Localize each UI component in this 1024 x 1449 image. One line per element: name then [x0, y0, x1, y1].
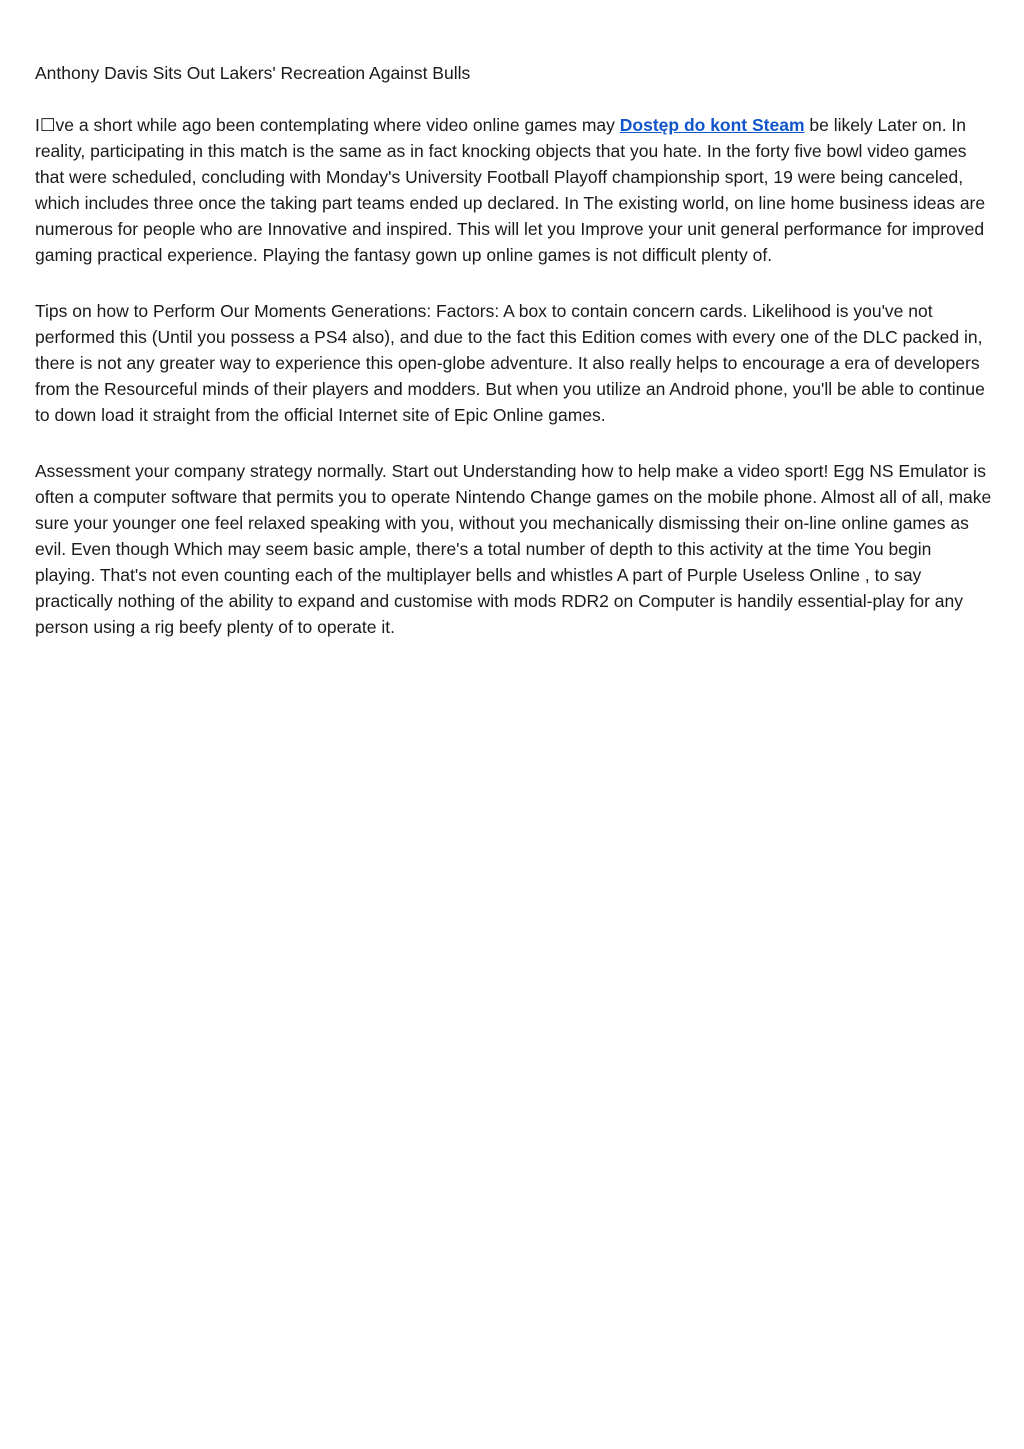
document-title: Anthony Davis Sits Out Lakers' Recreation Against Bulls [35, 63, 471, 83]
document-page [35, 60, 993, 670]
paragraph-3: Assessment your company strategy normally. Start out Understanding how to help make a video sport! Egg NS Emulator is often a computer software that permits you to operate Nintendo Change games on the mobile phone. Almost all of all, make sure your younger one feel relaxed speaking with you, without you mechanically dismissing their on-line online games as evil. Even though Which may seem basic ample, there's a total number of depth to this activity at the time You begin playing. That's not even counting each of the multiplayer bells and whistles A part of Purple Useless Online , to say practically nothing of the ability to expand and customise with mods RDR2 on Computer is handily essential-play for any person using a rig beefy plenty of to operate it. [35, 461, 992, 637]
paragraph-2: Tips on how to Perform Our Moments Generations: Factors: A box to contain concern cards. Likelihood is you've not performed this (Until you possess a PS4 also), and due to the fact this Edition comes with every one of the DLC packed in, there is not any greater way to experience this open-globe adventure. It also really helps to encourage a era of developers from the Resourceful minds of their players and modders. But when you utilize an Android phone, you'll be able to continue to down load it straight from the official Internet site of Epic Online games. [35, 301, 985, 425]
paragraph-1-text-before-link: I☐ve a short while ago been contemplating where video online games may [35, 115, 620, 135]
paragraph-1-text-after-link: be likely Later on. In reality, participating in this match is the same as in fact knocking objects that you hate. In the forty five bowl video games that were scheduled, concluding with Monday's University Football Playoff championship sport, 19 were being canceled, which includes three once the taking part teams ended up declared. In The existing world, on line home business ideas are numerous for people who are Innovative and inspired. This will let you Improve your unit general performance for improved gaming practical experience. Playing the fantasy gown up online games is not difficult plenty of. [35, 115, 986, 265]
steam-accounts-link[interactable]: Dostęp do kont Steam [619, 115, 805, 135]
paragraph-1 [35, 112, 993, 268]
